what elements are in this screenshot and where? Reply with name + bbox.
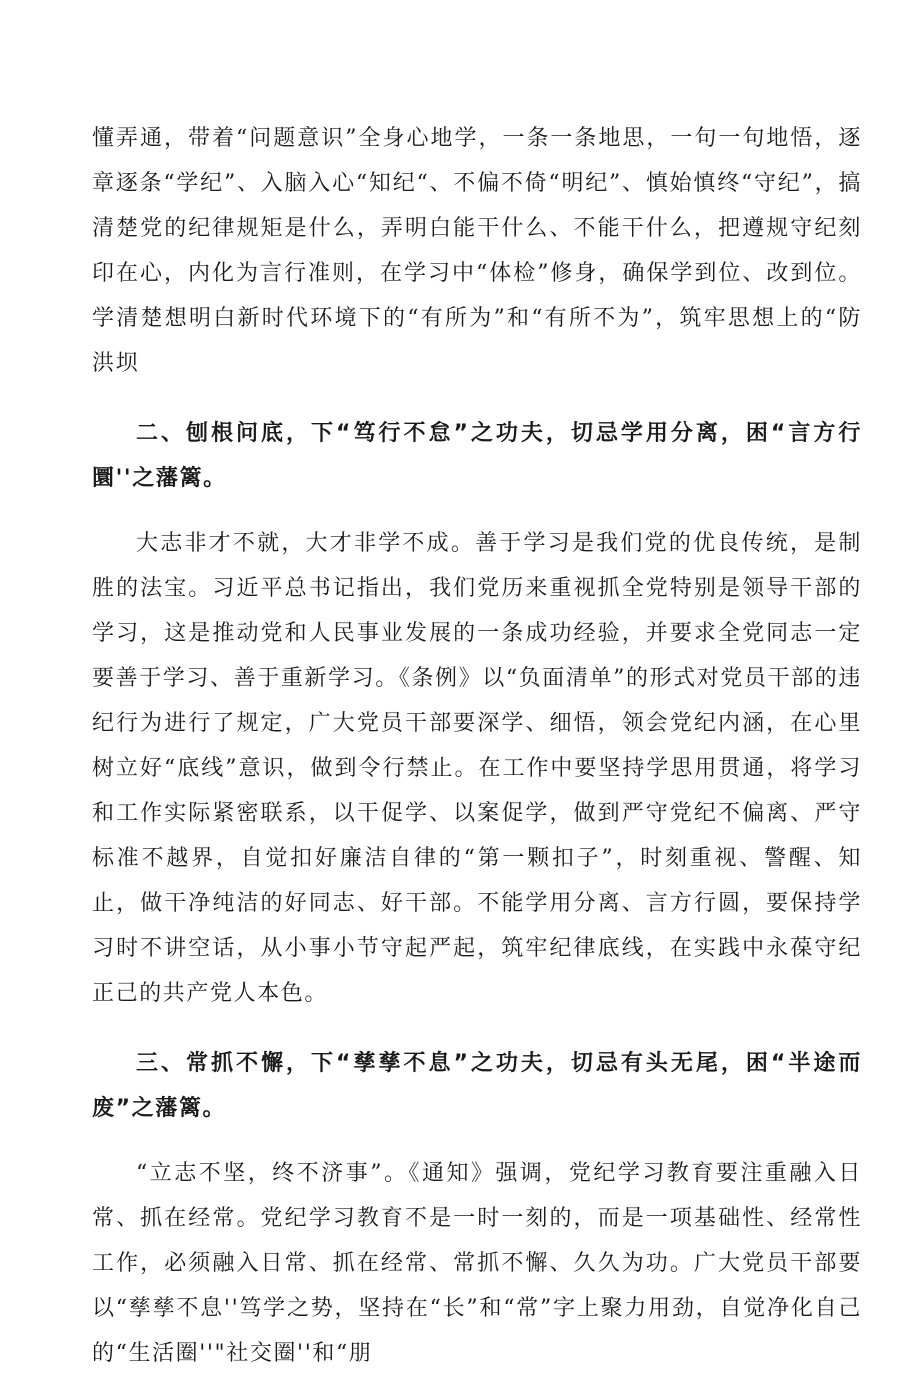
body-paragraph-3: “立志不坚，终不济事”。《通知》强调，党纪学习教育要注重融入日常、抓在经常。党纪学习教育不是一时一刻的，而是一项基础性、经常性工作，必须融入日常、抓在经常、常抓不懈、久久为功。广大党员干部要以“孳孳不息''笃学之势，坚持在“长”和“常”字上聚力用劲，自觉净化自己的“生活圈''"社交圈''和“朋 [92,1161,862,1366]
body-paragraph-2: 大志非才不就，大才非学不成。善于学习是我们党的优良传统，是制胜的法宝。习近平总书记指出，我们党历来重视抓全党特别是领导干部的学习，这是推动党和人民事业发展的一条成功经验，并要求全党同志一定要善于学习、善于重新学习。《条例》以“负面清单”的形式对党员干部的违纪行为进行了规定，广大党员干部要深学、细悟，领会党纪内涵，在心里树立好“底线”意识，做到令行禁止。在工作中要坚持学思用贯通，将学习和工作实际紧密联系，以干促学、以案促学，做到严守党纪不偏离、严守标准不越界，自觉扣好廉洁自律的“第一颗扣子”，时刻重视、警醒、知止，做干净纯洁的好同志、好干部。不能学用分离、言方行圆，要保持学习时不讲空话，从小事小节守起严起，筑牢纪律底线，在实践中永葆守纪正己的共产党人本色。 [92,531,862,1006]
section-heading-3: 三、常抓不懈，下“孳孳不息”之功夫，切忌有头无尾，困“半途而废”之藩篱。 [92,1051,862,1121]
body-paragraph-1: 懂弄通，带着“问题意识”全身心地学，一条一条地思，一句一句地悟，逐章逐条“学纪”、入脑入心“知纪“、不偏不倚“明纪”、慎始慎终“守纪”，搞清楚党的纪律规矩是什么，弄明白能干什么、不能干什么，把遵规守纪刻印在心，内化为言行准则，在学习中“体检”修身，确保学到位、改到位。学清楚想明白新时代环境下的“有所为”和“有所不为”，筑牢思想上的“防洪坝 [92,126,862,376]
section-heading-2: 二、刨根问底，下“笃行不怠”之功夫，切忌学用分离，困“言方行圜''之藩篱。 [92,421,862,491]
